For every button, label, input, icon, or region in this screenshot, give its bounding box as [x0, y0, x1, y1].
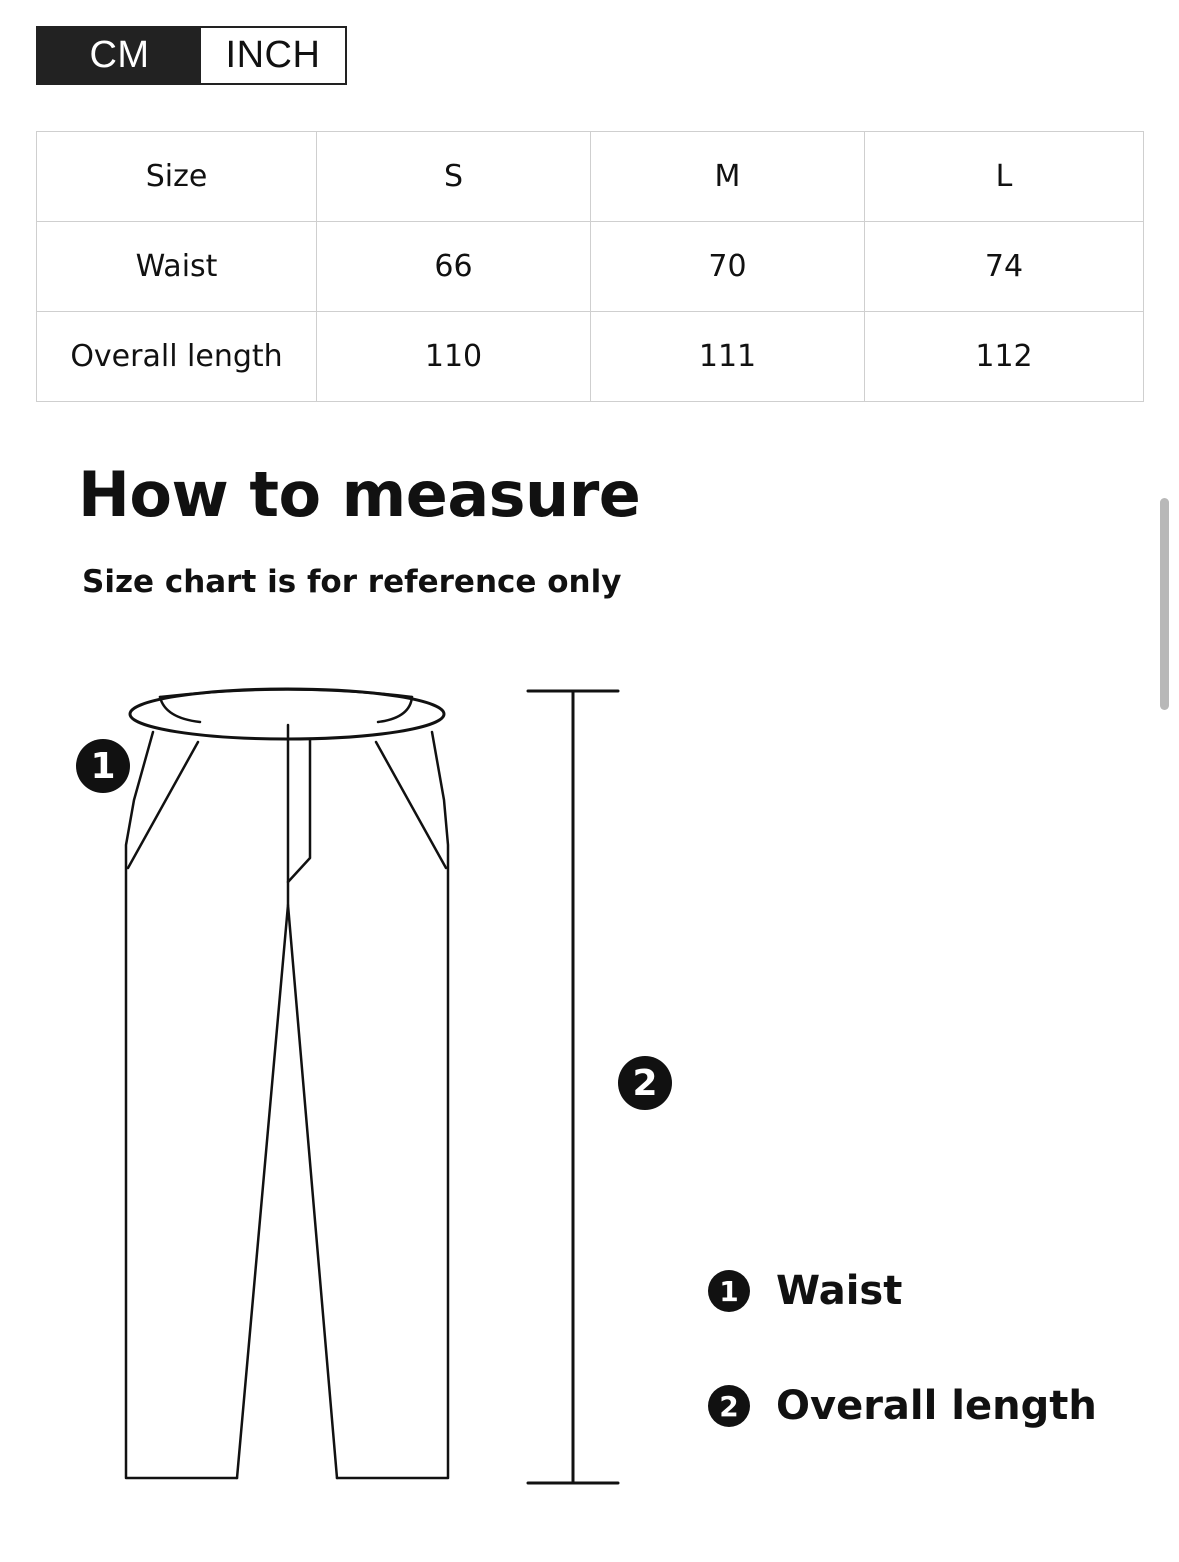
table-cell: 70 — [591, 222, 865, 312]
legend-label: Overall length — [776, 1383, 1097, 1429]
legend-number-badge: 2 — [708, 1385, 750, 1427]
table-header-cell: S — [317, 132, 591, 222]
table-cell: Overall length — [37, 312, 317, 402]
table-cell: 74 — [865, 222, 1144, 312]
legend-item — [708, 1262, 1097, 1320]
legend-label: Waist — [776, 1268, 903, 1314]
measure-subtitle: Size chart is for reference only — [82, 564, 622, 600]
table-cell: Waist — [37, 222, 317, 312]
measure-legend — [708, 1262, 1097, 1492]
length-marker-badge: 2 — [618, 1056, 672, 1110]
table-header-cell: L — [865, 132, 1144, 222]
table-cell: 112 — [865, 312, 1144, 402]
table-header-cell: Size — [37, 132, 317, 222]
table-cell: 111 — [591, 312, 865, 402]
scrollbar-thumb[interactable] — [1160, 498, 1169, 710]
table-cell: 66 — [317, 222, 591, 312]
unit-inch-button[interactable]: INCH — [201, 28, 345, 83]
table-header-cell: M — [591, 132, 865, 222]
waist-marker-badge: 1 — [76, 739, 130, 793]
table-cell: 110 — [317, 312, 591, 402]
legend-number-badge: 1 — [708, 1270, 750, 1312]
measure-title: How to measure — [78, 458, 641, 531]
legend-item — [708, 1377, 1097, 1435]
unit-cm-button[interactable]: CM — [38, 28, 201, 83]
